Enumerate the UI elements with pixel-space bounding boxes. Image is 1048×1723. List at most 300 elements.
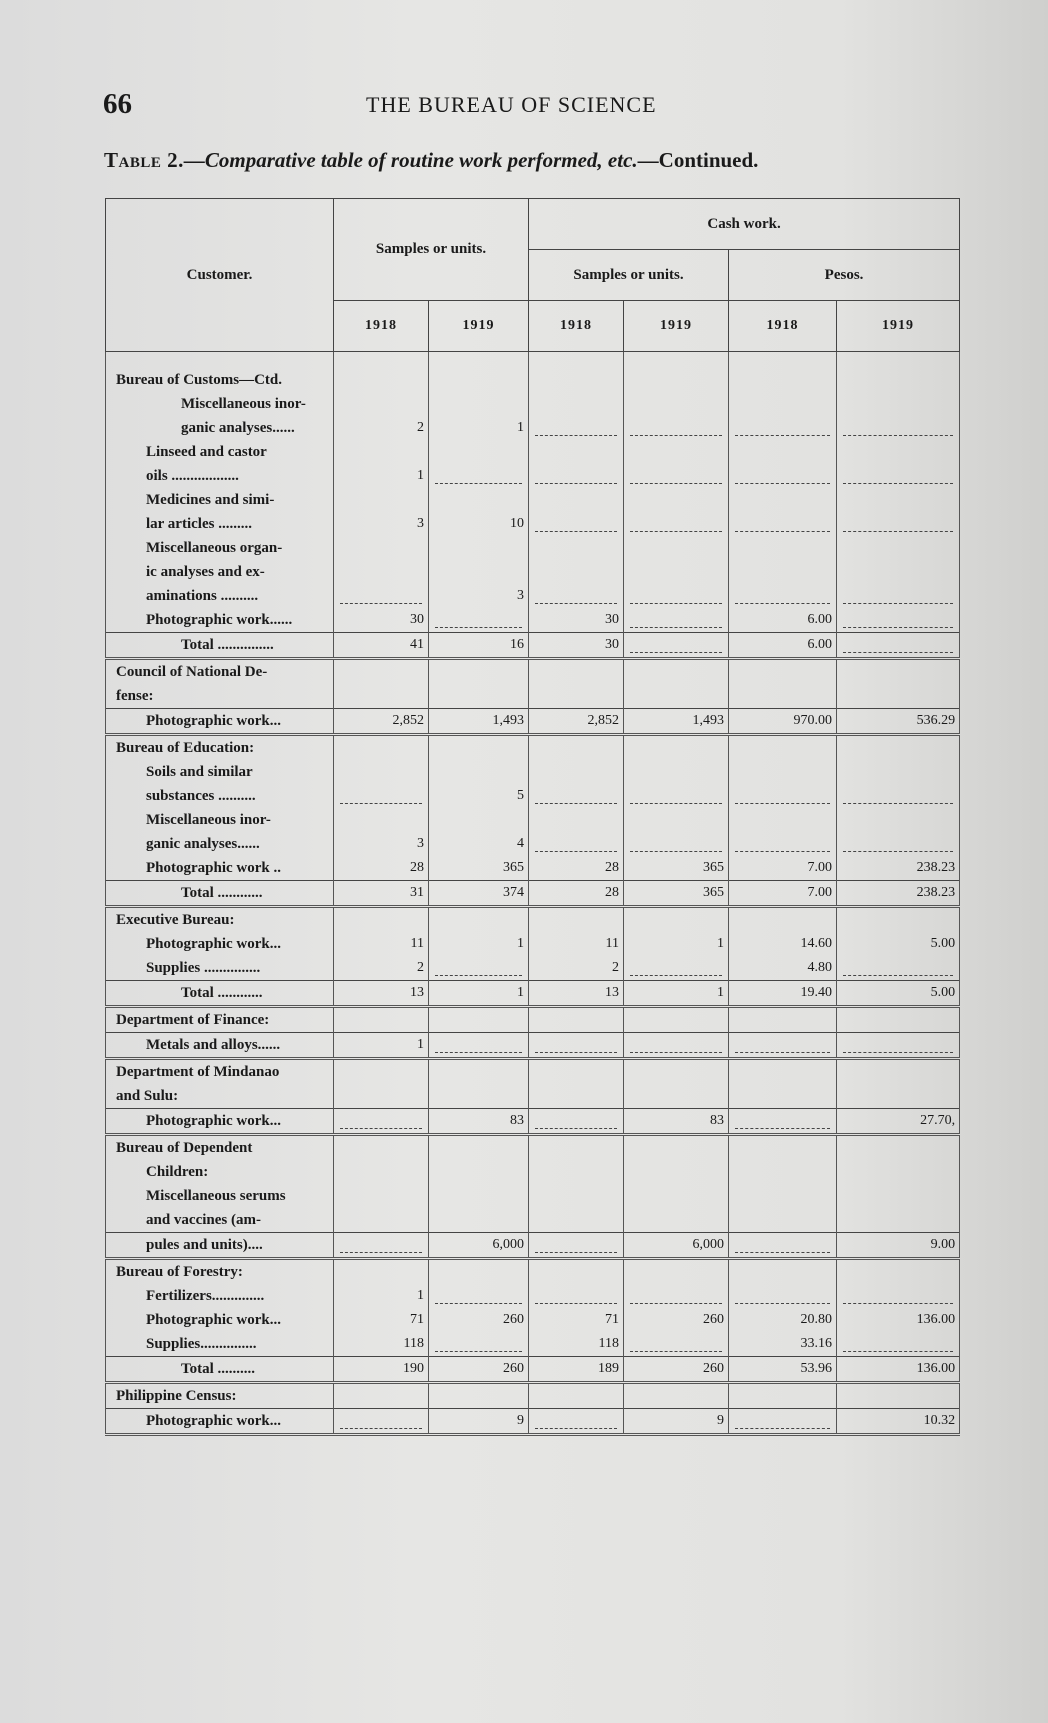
row-label: aminations .......... — [106, 584, 334, 608]
empty-cell — [624, 392, 729, 416]
empty-cell — [334, 659, 429, 685]
table-row — [106, 1184, 960, 1208]
empty-cell — [729, 1160, 837, 1184]
row-value: 365 — [429, 856, 529, 881]
empty-cell — [529, 808, 624, 832]
empty-cell — [837, 907, 960, 933]
table-row — [106, 735, 960, 761]
row-value: 41 — [334, 633, 429, 659]
leader-dots-line — [843, 961, 953, 976]
table-row — [106, 709, 960, 735]
row-label: Executive Bureau: — [106, 907, 334, 933]
row-value: 2 — [334, 956, 429, 981]
leader-dots-line — [843, 1337, 953, 1352]
row-value: 13 — [334, 981, 429, 1007]
leader-dots-line — [843, 837, 953, 852]
empty-cell — [837, 760, 960, 784]
row-label: Miscellaneous serums — [106, 1184, 334, 1208]
empty-cell — [624, 352, 729, 393]
row-value: 13 — [529, 981, 624, 1007]
empty-cell — [429, 488, 529, 512]
leader-dots — [429, 608, 529, 633]
row-value: 1 — [624, 932, 729, 956]
header-cash-work: Cash work. — [529, 199, 960, 250]
row-value: 3 — [334, 512, 429, 536]
leader-dots — [837, 512, 960, 536]
empty-cell — [334, 684, 429, 709]
leader-dots-line — [843, 789, 953, 804]
leader-dots — [729, 584, 837, 608]
empty-cell — [429, 1084, 529, 1109]
row-label: lar articles ......... — [106, 512, 334, 536]
empty-cell — [624, 907, 729, 933]
row-value: 30 — [529, 608, 624, 633]
empty-cell — [837, 488, 960, 512]
empty-cell — [429, 1208, 529, 1233]
leader-dots — [529, 1284, 624, 1308]
row-value: 2 — [334, 416, 429, 440]
row-value: 2,852 — [334, 709, 429, 735]
row-label: Bureau of Education: — [106, 735, 334, 761]
empty-cell — [624, 1135, 729, 1161]
empty-cell — [624, 488, 729, 512]
leader-dots-line — [630, 589, 722, 604]
row-label: Medicines and simi- — [106, 488, 334, 512]
leader-dots-line — [735, 1114, 830, 1129]
empty-cell — [429, 1184, 529, 1208]
leader-dots — [837, 832, 960, 856]
table-row — [106, 1332, 960, 1357]
row-label: Photographic work...... — [106, 608, 334, 633]
leader-dots-line — [630, 1289, 722, 1304]
leader-dots — [729, 1284, 837, 1308]
empty-cell — [429, 560, 529, 584]
row-value: 260 — [429, 1357, 529, 1383]
empty-cell — [529, 560, 624, 584]
empty-cell — [429, 907, 529, 933]
empty-cell — [529, 1084, 624, 1109]
leader-dots — [334, 584, 429, 608]
row-value: 5.00 — [837, 932, 960, 956]
empty-cell — [624, 1383, 729, 1409]
table-row — [106, 856, 960, 881]
empty-cell — [624, 808, 729, 832]
leader-dots-line — [630, 961, 722, 976]
row-value: 14.60 — [729, 932, 837, 956]
row-label: ganic analyses...... — [106, 832, 334, 856]
header-year: 1918 — [729, 301, 837, 352]
leader-dots — [729, 1409, 837, 1435]
leader-dots — [529, 416, 624, 440]
leader-dots-line — [630, 1337, 722, 1352]
row-label: Bureau of Customs—Ctd. — [106, 352, 334, 393]
leader-dots — [624, 633, 729, 659]
leader-dots — [837, 584, 960, 608]
leader-dots-line — [340, 789, 422, 804]
row-value: 9 — [624, 1409, 729, 1435]
empty-cell — [429, 392, 529, 416]
leader-dots-line — [340, 1238, 422, 1253]
row-value: 31 — [334, 881, 429, 907]
table-row — [106, 440, 960, 464]
leader-dots-line — [435, 613, 522, 628]
row-value: 1 — [334, 464, 429, 488]
row-value: 83 — [429, 1109, 529, 1135]
leader-dots-line — [435, 1289, 522, 1304]
row-label: Philippine Census: — [106, 1383, 334, 1409]
leader-dots-line — [340, 1414, 422, 1429]
leader-dots-line — [535, 1289, 617, 1304]
header-year: 1919 — [429, 301, 529, 352]
row-value: 536.29 — [837, 709, 960, 735]
header-cash-samples-units: Samples or units. — [529, 250, 729, 301]
empty-cell — [529, 1059, 624, 1085]
leader-dots-line — [735, 1238, 830, 1253]
leader-dots — [729, 1033, 837, 1059]
header-row-top — [106, 199, 960, 250]
row-label: Children: — [106, 1160, 334, 1184]
table-row — [106, 464, 960, 488]
empty-cell — [837, 659, 960, 685]
row-value: 4.80 — [729, 956, 837, 981]
leader-dots — [729, 1109, 837, 1135]
empty-cell — [729, 684, 837, 709]
header-year: 1918 — [334, 301, 429, 352]
table-row — [106, 488, 960, 512]
leader-dots-line — [843, 638, 953, 653]
empty-cell — [624, 1208, 729, 1233]
empty-cell — [429, 1160, 529, 1184]
row-value: 16 — [429, 633, 529, 659]
leader-dots — [729, 416, 837, 440]
row-value: 5.00 — [837, 981, 960, 1007]
leader-dots — [624, 512, 729, 536]
row-value: 83 — [624, 1109, 729, 1135]
row-value: 2,852 — [529, 709, 624, 735]
header-pesos: Pesos. — [729, 250, 960, 301]
row-value: 30 — [529, 633, 624, 659]
empty-cell — [729, 1184, 837, 1208]
row-value: 374 — [429, 881, 529, 907]
leader-dots-line — [630, 421, 722, 436]
row-label: ganic analyses...... — [106, 416, 334, 440]
row-value: 19.40 — [729, 981, 837, 1007]
table-row — [106, 1284, 960, 1308]
empty-cell — [334, 1184, 429, 1208]
leader-dots — [729, 1233, 837, 1259]
row-value: 260 — [624, 1357, 729, 1383]
empty-cell — [837, 1184, 960, 1208]
leader-dots — [837, 784, 960, 808]
row-value: 2 — [529, 956, 624, 981]
table-row — [106, 1259, 960, 1285]
table-row — [106, 1357, 960, 1383]
row-label: Miscellaneous inor- — [106, 392, 334, 416]
row-value: 30 — [334, 608, 429, 633]
table-row — [106, 512, 960, 536]
table-row — [106, 1007, 960, 1033]
row-label: Photographic work... — [106, 709, 334, 735]
table-row — [106, 1308, 960, 1332]
row-label: substances .......... — [106, 784, 334, 808]
leader-dots-line — [535, 1038, 617, 1053]
empty-cell — [334, 907, 429, 933]
empty-cell — [334, 536, 429, 560]
leader-dots — [729, 784, 837, 808]
empty-cell — [729, 536, 837, 560]
empty-cell — [837, 352, 960, 393]
row-label: Council of National De- — [106, 659, 334, 685]
row-label: Total ............ — [106, 981, 334, 1007]
row-value: 27.70, — [837, 1109, 960, 1135]
leader-dots-line — [735, 1289, 830, 1304]
empty-cell — [529, 1160, 624, 1184]
empty-cell — [837, 560, 960, 584]
empty-cell — [429, 808, 529, 832]
empty-cell — [334, 560, 429, 584]
leader-dots — [529, 512, 624, 536]
row-value: 9.00 — [837, 1233, 960, 1259]
empty-cell — [837, 1259, 960, 1285]
leader-dots — [334, 1409, 429, 1435]
empty-cell — [729, 1383, 837, 1409]
row-value: 1 — [429, 932, 529, 956]
row-value: 28 — [529, 856, 624, 881]
leader-dots-line — [535, 789, 617, 804]
row-value: 3 — [429, 584, 529, 608]
header-year: 1919 — [837, 301, 960, 352]
leader-dots — [529, 1109, 624, 1135]
table-row — [106, 808, 960, 832]
row-value: 71 — [334, 1308, 429, 1332]
leader-dots — [729, 832, 837, 856]
empty-cell — [529, 440, 624, 464]
empty-cell — [729, 760, 837, 784]
leader-dots — [624, 956, 729, 981]
row-value: 118 — [529, 1332, 624, 1357]
leader-dots — [624, 1033, 729, 1059]
empty-cell — [837, 735, 960, 761]
table-row — [106, 536, 960, 560]
empty-cell — [837, 1160, 960, 1184]
empty-cell — [624, 1084, 729, 1109]
empty-cell — [334, 440, 429, 464]
table-row — [106, 560, 960, 584]
row-value: 6.00 — [729, 633, 837, 659]
empty-cell — [429, 440, 529, 464]
table-caption-title: —Comparative table of routine work performed, etc. — [183, 148, 638, 172]
empty-cell — [624, 1059, 729, 1085]
empty-cell — [729, 1084, 837, 1109]
leader-dots-line — [735, 1414, 830, 1429]
empty-cell — [624, 684, 729, 709]
leader-dots — [529, 784, 624, 808]
table-row — [106, 1135, 960, 1161]
row-value: 1 — [624, 981, 729, 1007]
table-row — [106, 784, 960, 808]
empty-cell — [729, 1259, 837, 1285]
leader-dots — [429, 956, 529, 981]
leader-dots-line — [735, 469, 830, 484]
leader-dots-line — [535, 837, 617, 852]
leader-dots-line — [535, 469, 617, 484]
leader-dots — [624, 1332, 729, 1357]
empty-cell — [624, 1007, 729, 1033]
empty-cell — [529, 352, 624, 393]
empty-cell — [729, 352, 837, 393]
empty-cell — [729, 1059, 837, 1085]
table-row — [106, 1409, 960, 1435]
leader-dots-line — [535, 1238, 617, 1253]
empty-cell — [429, 659, 529, 685]
table-row — [106, 584, 960, 608]
row-label: Supplies ............... — [106, 956, 334, 981]
leader-dots-line — [435, 469, 522, 484]
leader-dots-line — [535, 1114, 617, 1129]
row-label: and vaccines (am- — [106, 1208, 334, 1233]
empty-cell — [837, 440, 960, 464]
table-row — [106, 1160, 960, 1184]
empty-cell — [729, 1007, 837, 1033]
table-row — [106, 956, 960, 981]
empty-cell — [429, 536, 529, 560]
row-label: and Sulu: — [106, 1084, 334, 1109]
leader-dots-line — [630, 789, 722, 804]
empty-cell — [334, 1259, 429, 1285]
empty-cell — [429, 1259, 529, 1285]
leader-dots-line — [735, 589, 830, 604]
row-value: 11 — [529, 932, 624, 956]
row-value: 189 — [529, 1357, 624, 1383]
row-value: 1,493 — [624, 709, 729, 735]
table-caption-continued: —Continued. — [637, 148, 759, 172]
empty-cell — [729, 1208, 837, 1233]
row-label: Total .......... — [106, 1357, 334, 1383]
row-value: 1 — [334, 1284, 429, 1308]
leader-dots-line — [735, 837, 830, 852]
empty-cell — [334, 1084, 429, 1109]
table-row — [106, 608, 960, 633]
empty-cell — [529, 659, 624, 685]
table-body — [106, 352, 960, 1435]
empty-cell — [429, 352, 529, 393]
leader-dots — [429, 1284, 529, 1308]
row-value: 6,000 — [429, 1233, 529, 1259]
leader-dots-line — [843, 469, 953, 484]
table-row — [106, 1208, 960, 1233]
leader-dots — [334, 784, 429, 808]
row-value: 7.00 — [729, 856, 837, 881]
row-label: oils .................. — [106, 464, 334, 488]
leader-dots-line — [735, 1038, 830, 1053]
leader-dots — [624, 464, 729, 488]
empty-cell — [624, 760, 729, 784]
leader-dots — [837, 416, 960, 440]
leader-dots-line — [535, 589, 617, 604]
leader-dots-line — [735, 789, 830, 804]
row-value: 28 — [334, 856, 429, 881]
row-value: 238.23 — [837, 881, 960, 907]
empty-cell — [624, 536, 729, 560]
leader-dots-line — [630, 638, 722, 653]
row-label: Linseed and castor — [106, 440, 334, 464]
row-label: Metals and alloys...... — [106, 1033, 334, 1059]
row-value: 1,493 — [429, 709, 529, 735]
row-label: Photographic work... — [106, 1308, 334, 1332]
row-value: 260 — [624, 1308, 729, 1332]
leader-dots — [529, 1033, 624, 1059]
empty-cell — [529, 1208, 624, 1233]
row-label: Supplies............... — [106, 1332, 334, 1357]
empty-cell — [729, 808, 837, 832]
row-label: Photographic work... — [106, 1409, 334, 1435]
leader-dots — [729, 464, 837, 488]
empty-cell — [334, 760, 429, 784]
empty-cell — [729, 392, 837, 416]
empty-cell — [837, 536, 960, 560]
row-value: 365 — [624, 881, 729, 907]
leader-dots — [429, 464, 529, 488]
leader-dots — [529, 832, 624, 856]
leader-dots-line — [435, 1337, 522, 1352]
empty-cell — [729, 560, 837, 584]
header-year: 1919 — [624, 301, 729, 352]
row-label: Department of Mindanao — [106, 1059, 334, 1085]
empty-cell — [624, 440, 729, 464]
leader-dots — [529, 1409, 624, 1435]
row-value: 3 — [334, 832, 429, 856]
empty-cell — [529, 760, 624, 784]
empty-cell — [529, 1007, 624, 1033]
row-value: 33.16 — [729, 1332, 837, 1357]
leader-dots-line — [630, 1038, 722, 1053]
leader-dots-line — [630, 469, 722, 484]
row-value: 365 — [624, 856, 729, 881]
leader-dots — [837, 464, 960, 488]
empty-cell — [334, 735, 429, 761]
empty-cell — [529, 1135, 624, 1161]
row-label: Total ............ — [106, 881, 334, 907]
empty-cell — [529, 488, 624, 512]
leader-dots — [529, 584, 624, 608]
empty-cell — [837, 1383, 960, 1409]
row-value: 1 — [429, 416, 529, 440]
leader-dots-line — [843, 589, 953, 604]
leader-dots-line — [340, 589, 422, 604]
empty-cell — [429, 1059, 529, 1085]
leader-dots — [529, 1233, 624, 1259]
table-row — [106, 981, 960, 1007]
row-value: 28 — [529, 881, 624, 907]
empty-cell — [624, 560, 729, 584]
leader-dots — [334, 1109, 429, 1135]
row-label: fense: — [106, 684, 334, 709]
empty-cell — [529, 392, 624, 416]
table-row — [106, 1059, 960, 1085]
row-label: ic analyses and ex- — [106, 560, 334, 584]
empty-cell — [334, 488, 429, 512]
empty-cell — [529, 1259, 624, 1285]
empty-cell — [334, 1383, 429, 1409]
row-label: Miscellaneous inor- — [106, 808, 334, 832]
running-head: THE BUREAU OF SCIENCE — [366, 92, 657, 117]
empty-cell — [729, 659, 837, 685]
leader-dots-line — [735, 421, 830, 436]
empty-cell — [334, 1135, 429, 1161]
leader-dots — [529, 464, 624, 488]
empty-cell — [334, 352, 429, 393]
table-caption — [104, 148, 758, 173]
